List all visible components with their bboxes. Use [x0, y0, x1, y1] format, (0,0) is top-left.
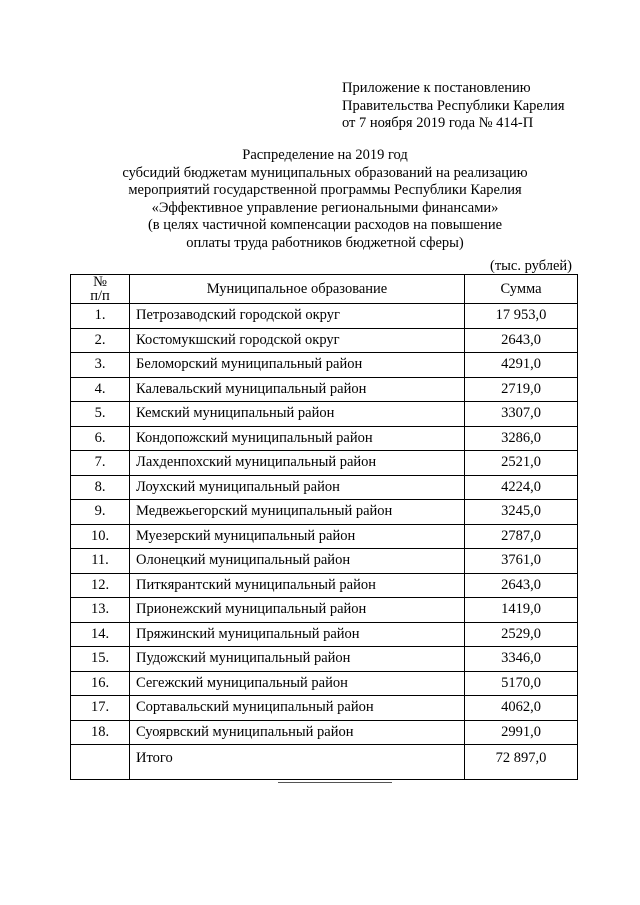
municipality-name: Питкярантский муниципальный район: [130, 573, 465, 598]
annex-line-3: от 7 ноября 2019 года № 414-П: [342, 115, 534, 131]
subsidy-sum: 2787,0: [465, 524, 578, 549]
table-row: [71, 353, 578, 378]
municipality-name: Сегежский муниципальный район: [130, 671, 465, 696]
table-row: [71, 426, 578, 451]
table-row: [71, 720, 578, 745]
subsidy-sum: 4224,0: [465, 475, 578, 500]
row-number: 8.: [71, 475, 130, 500]
municipality-name: Костомукшский городской округ: [130, 328, 465, 353]
municipality-name: Медвежьегорский муниципальный район: [130, 500, 465, 525]
table-row: [71, 304, 578, 329]
table-row: [71, 696, 578, 721]
table-row: [71, 598, 578, 623]
subsidy-sum: 3286,0: [465, 426, 578, 451]
row-number: 10.: [71, 524, 130, 549]
title-line-3: мероприятий государственной программы Республики Карелия: [128, 182, 522, 199]
table-row: [71, 377, 578, 402]
row-number: 1.: [71, 304, 130, 329]
total-row: [71, 745, 578, 780]
municipality-name: Сортавальский муниципальный район: [130, 696, 465, 721]
table-row: [71, 328, 578, 353]
table-row: [71, 647, 578, 672]
total-label: Итого: [130, 745, 465, 780]
subsidy-sum: 2521,0: [465, 451, 578, 476]
row-number: 9.: [71, 500, 130, 525]
row-number: 3.: [71, 353, 130, 378]
total-number-cell: [71, 745, 130, 780]
subsidy-sum: 3307,0: [465, 402, 578, 427]
subsidy-sum: 2643,0: [465, 573, 578, 598]
table-header-row: [71, 275, 578, 304]
table-row: [71, 622, 578, 647]
row-number: 18.: [71, 720, 130, 745]
row-number: 11.: [71, 549, 130, 574]
municipality-name: Лахденпохский муниципальный район: [130, 451, 465, 476]
title-line-1: Распределение на 2019 год: [242, 147, 408, 163]
subsidy-sum: 3761,0: [465, 549, 578, 574]
row-number: 4.: [71, 377, 130, 402]
subsidy-sum: 2719,0: [465, 377, 578, 402]
municipality-name: Лоухский муниципальный район: [130, 475, 465, 500]
table-row: [71, 475, 578, 500]
closing-rule: [278, 782, 392, 783]
municipality-name: Петрозаводский городской округ: [130, 304, 465, 329]
title-line-2: субсидий бюджетам муниципальных образований на реализацию: [122, 164, 528, 181]
table-row: [71, 549, 578, 574]
municipality-name: Пудожский муниципальный район: [130, 647, 465, 672]
header-number: [71, 275, 130, 304]
municipality-name: Суоярвский муниципальный район: [130, 720, 465, 745]
municipality-name: Пряжинский муниципальный район: [130, 622, 465, 647]
municipality-name: Кемский муниципальный район: [130, 402, 465, 427]
subsidy-sum: 17 953,0: [465, 304, 578, 329]
table-row: [71, 671, 578, 696]
row-number: 6.: [71, 426, 130, 451]
municipality-name: Беломорский муниципальный район: [130, 353, 465, 378]
subsidy-sum: 3346,0: [465, 647, 578, 672]
row-number: 14.: [71, 622, 130, 647]
table-row: [71, 500, 578, 525]
row-number: 12.: [71, 573, 130, 598]
row-number: 17.: [71, 696, 130, 721]
row-number: 5.: [71, 402, 130, 427]
annex-header: [342, 80, 565, 133]
header-number-abbr: п/п: [90, 288, 110, 304]
document-title: [70, 147, 580, 253]
subsidy-sum: 2643,0: [465, 328, 578, 353]
table-row: [71, 451, 578, 476]
header-number-sign: №: [93, 274, 107, 290]
row-number: 2.: [71, 328, 130, 353]
subsidy-sum: 4062,0: [465, 696, 578, 721]
table-row: [71, 573, 578, 598]
subsidy-sum: 5170,0: [465, 671, 578, 696]
row-number: 15.: [71, 647, 130, 672]
municipality-name: Прионежский муниципальный район: [130, 598, 465, 623]
row-number: 7.: [71, 451, 130, 476]
title-line-4: «Эффективное управление региональными финансами»: [151, 199, 499, 216]
total-sum: 72 897,0: [465, 745, 578, 780]
subsidy-sum: 1419,0: [465, 598, 578, 623]
table-row: [71, 524, 578, 549]
distribution-table: [70, 274, 578, 780]
subsidy-sum: 3245,0: [465, 500, 578, 525]
subsidy-sum: 2991,0: [465, 720, 578, 745]
header-sum: Сумма: [465, 275, 578, 304]
subsidy-sum: 2529,0: [465, 622, 578, 647]
header-municipality: Муниципальное образование: [130, 275, 465, 304]
table-row: [71, 402, 578, 427]
municipality-name: Олонецкий муниципальный район: [130, 549, 465, 574]
units-label: (тыс. рублей): [490, 258, 572, 274]
row-number: 13.: [71, 598, 130, 623]
title-line-6: оплаты труда работников бюджетной сферы): [186, 234, 464, 251]
annex-line-2: Правительства Республики Карелия: [342, 97, 565, 114]
subsidy-sum: 4291,0: [465, 353, 578, 378]
title-line-5: (в целях частичной компенсации расходов на повышение: [147, 217, 503, 234]
municipality-name: Муезерский муниципальный район: [130, 524, 465, 549]
municipality-name: Кондопожский муниципальный район: [130, 426, 465, 451]
municipality-name: Калевальский муниципальный район: [130, 377, 465, 402]
row-number: 16.: [71, 671, 130, 696]
annex-line-1: Приложение к постановлению: [342, 80, 531, 96]
